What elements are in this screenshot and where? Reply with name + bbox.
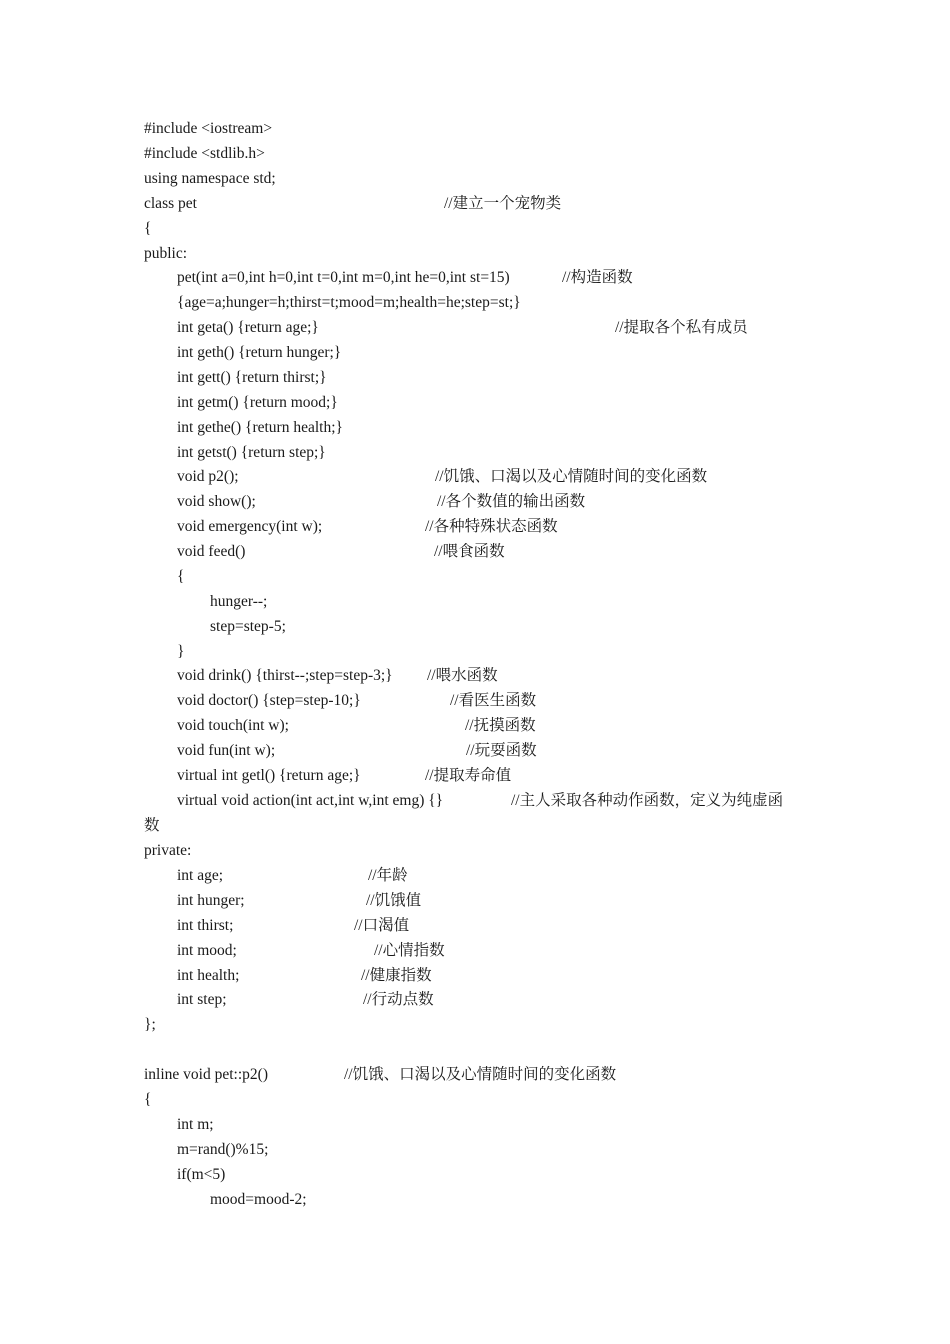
code-text: mood=mood-2; — [210, 1191, 307, 1208]
code-text: int getst() {return step;} — [177, 444, 326, 461]
code-line — [177, 1165, 225, 1185]
code-comment: //提取各个私有成员 — [615, 319, 748, 336]
code-text: void doctor() {step=step-10;} — [177, 692, 361, 709]
code-line — [177, 791, 443, 811]
code-text: int gett() {return thirst;} — [177, 369, 327, 386]
code-text: void fun(int w); — [177, 742, 276, 759]
code-text: int getm() {return mood;} — [177, 394, 338, 411]
code-line — [144, 816, 160, 836]
code-line — [177, 567, 184, 587]
code-text: void touch(int w); — [177, 717, 289, 734]
code-text: 数 — [144, 817, 160, 834]
code-line — [144, 1015, 156, 1035]
code-line — [177, 966, 239, 986]
code-line — [177, 318, 319, 338]
code-text: #include <stdlib.h> — [144, 145, 265, 162]
code-comment: //玩耍函数 — [466, 742, 537, 759]
code-comment: //各种特殊状态函数 — [425, 518, 558, 535]
code-text: { — [144, 1091, 152, 1108]
code-line — [210, 617, 286, 637]
code-line — [177, 941, 237, 961]
code-line — [177, 891, 245, 911]
code-line — [177, 666, 393, 686]
code-text: void emergency(int w); — [177, 518, 323, 535]
code-line — [177, 766, 361, 786]
code-line — [177, 741, 275, 761]
code-text: int geta() {return age;} — [177, 319, 319, 336]
code-text: int gethe() {return health;} — [177, 419, 343, 436]
code-line — [144, 219, 151, 239]
code-comment: //年龄 — [368, 867, 408, 884]
code-line — [177, 916, 233, 936]
code-text: int geth() {return hunger;} — [177, 344, 342, 361]
code-comment: //饥饿值 — [366, 892, 422, 909]
code-text: #include <iostream> — [144, 120, 273, 137]
code-line — [177, 642, 184, 662]
code-line — [144, 841, 191, 861]
code-line — [177, 268, 510, 288]
code-line — [177, 1115, 214, 1135]
code-comment: //行动点数 — [363, 991, 434, 1008]
code-comment: //心情指数 — [374, 942, 445, 959]
code-text: }; — [144, 1016, 156, 1033]
code-line — [177, 517, 322, 537]
code-comment: //各个数值的输出函数 — [437, 493, 586, 510]
code-line — [210, 592, 267, 612]
code-text: void show(); — [177, 493, 256, 510]
code-text: virtual int getl() {return age;} — [177, 767, 361, 784]
code-line — [177, 866, 223, 886]
code-line — [177, 542, 245, 562]
code-text: void feed() — [177, 543, 246, 560]
code-line — [144, 119, 272, 139]
code-text: if(m<5) — [177, 1166, 226, 1183]
code-text: inline void pet::p2() — [144, 1066, 268, 1083]
code-line — [177, 393, 338, 413]
code-line — [144, 144, 265, 164]
code-line — [177, 691, 361, 711]
code-text: step=step-5; — [210, 618, 286, 635]
code-comment: //建立一个宠物类 — [444, 195, 562, 212]
code-text: public: — [144, 245, 188, 262]
code-line — [144, 244, 187, 264]
code-line — [144, 1090, 151, 1110]
code-line — [177, 1140, 268, 1160]
code-text: int hunger; — [177, 892, 245, 909]
code-text: int m; — [177, 1116, 214, 1133]
code-text: int age; — [177, 867, 224, 884]
code-line — [177, 368, 327, 388]
code-text: int step; — [177, 991, 227, 1008]
code-line — [177, 443, 326, 463]
code-text: m=rand()%15; — [177, 1141, 269, 1158]
code-line — [177, 492, 256, 512]
code-text: class pet — [144, 195, 197, 212]
code-text: int mood; — [177, 942, 237, 959]
code-text: private: — [144, 842, 192, 859]
code-text: virtual void action(int act,int w,int emg) {} — [177, 792, 444, 809]
code-comment: //提取寿命值 — [425, 767, 512, 784]
code-line — [144, 1065, 268, 1085]
code-line — [177, 293, 521, 313]
code-text: {age=a;hunger=h;thirst=t;mood=m;health=he;step=st;} — [177, 294, 521, 311]
code-text: void p2(); — [177, 468, 239, 485]
code-comment: //构造函数 — [562, 269, 633, 286]
code-comment: //饥饿、口渴以及心情随时间的变化函数 — [344, 1066, 617, 1083]
code-comment: //喂食函数 — [434, 543, 505, 560]
code-text: hunger--; — [210, 593, 268, 610]
code-text: } — [177, 643, 185, 660]
code-text: using namespace std; — [144, 170, 276, 187]
code-line — [210, 1190, 307, 1210]
code-line — [177, 716, 289, 736]
code-comment: //健康指数 — [361, 967, 432, 984]
code-comment: //口渴值 — [354, 917, 410, 934]
code-line — [177, 418, 343, 438]
code-line — [177, 990, 227, 1010]
code-text: { — [144, 220, 152, 237]
code-text: int health; — [177, 967, 240, 984]
code-line — [144, 169, 276, 189]
code-text: void drink() {thirst--;step=step-3;} — [177, 667, 393, 684]
code-comment: //饥饿、口渴以及心情随时间的变化函数 — [435, 468, 708, 485]
code-text: pet(int a=0,int h=0,int t=0,int m=0,int he=0,int st=15) — [177, 269, 510, 286]
code-comment: //看医生函数 — [450, 692, 537, 709]
code-comment: //抚摸函数 — [465, 717, 536, 734]
code-comment: //喂水函数 — [427, 667, 498, 684]
code-line — [177, 467, 239, 487]
code-line — [144, 194, 197, 214]
code-text: int thirst; — [177, 917, 234, 934]
code-comment: //主人采取各种动作函数，定义为纯虚函 — [511, 792, 784, 809]
code-line — [177, 343, 341, 363]
code-text: { — [177, 568, 185, 585]
